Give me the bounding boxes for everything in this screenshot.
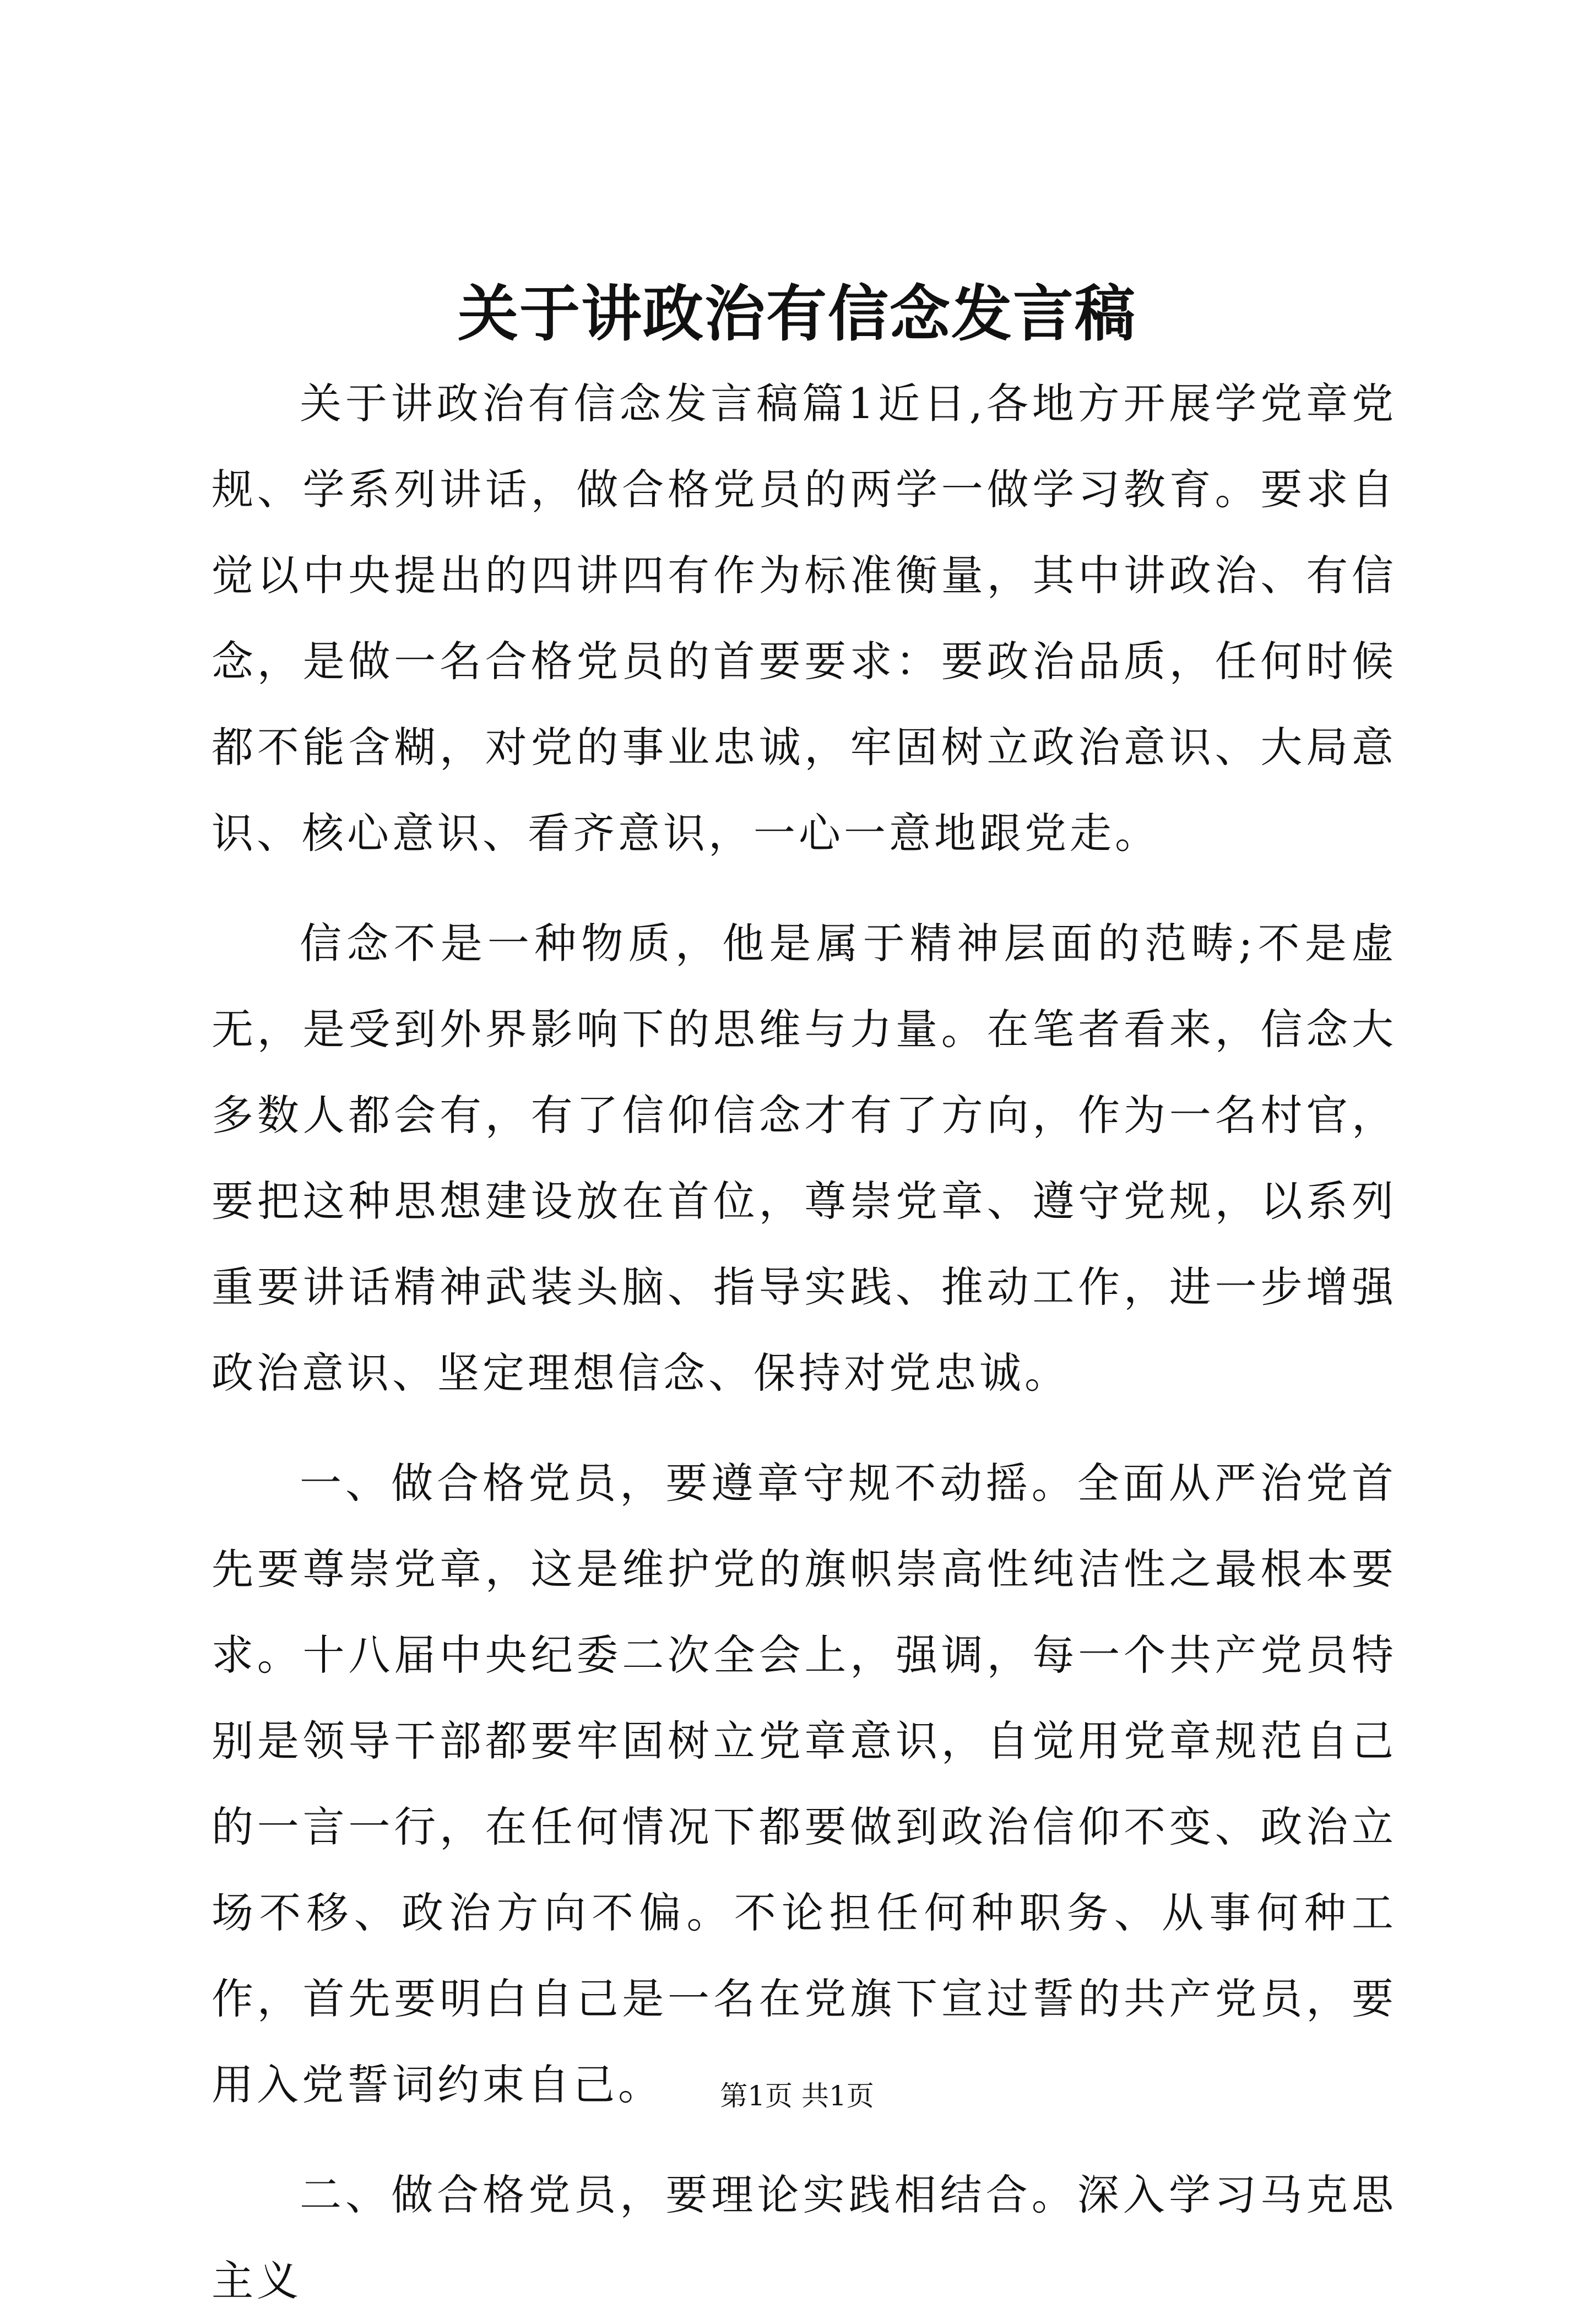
paragraph-4: 二、做合格党员，要理论实践相结合。深入学习马克思主义 <box>212 2170 1397 2305</box>
paragraph-3: 一、做合格党员，要遵章守规不动摇。全面从严治党首先要尊崇党章，这是维护党的旗帜崇高性纯洁性之最根本要求。十八届中央纪委二次全会上，强调，每一个共产党员特别是领导干部都要牢固树立党章意识，自觉用党章规范自己的一言一行，在任何情况下都要做到政治信仰不变、政治立场不移、政治方向不偏。不论担任何种职务、从事何种工作，首先要明白自己是一名在党旗下宣过誓的共产党员，要用入党誓词约束自己。 <box>212 1459 1397 2109</box>
page-number-footer: 第1页 共1页 <box>720 2080 874 2112</box>
paragraph-2: 信念不是一种物质，他是属于精神层面的范畴;不是虚无，是受到外界影响下的思维与力量。在笔者看来，信念大多数人都会有，有了信仰信念才有了方向，作为一名村官，要把这种思想建设放在首位，尊崇党章、遵守党规，以系列重要讲话精神武装头脑、指导实践、推动工作，进一步增强政治意识、坚定理想信念、保持对党忠诚。 <box>212 919 1397 1397</box>
document-title: 关于讲政治有信念发言稿 <box>458 278 1136 349</box>
document-body <box>212 361 1397 2324</box>
paragraph-1: 关于讲政治有信念发言稿篇1近日,各地方开展学党章党规、学系列讲话，做合格党员的两学一做学习教育。要求自觉以中央提出的四讲四有作为标准衡量，其中讲政治、有信念，是做一名合格党员的首要要求：要政治品质，任何时候都不能含糊，对党的事业忠诚，牢固树立政治意识、大局意识、核心意识、看齐意识，一心一意地跟党走。 <box>212 379 1397 858</box>
